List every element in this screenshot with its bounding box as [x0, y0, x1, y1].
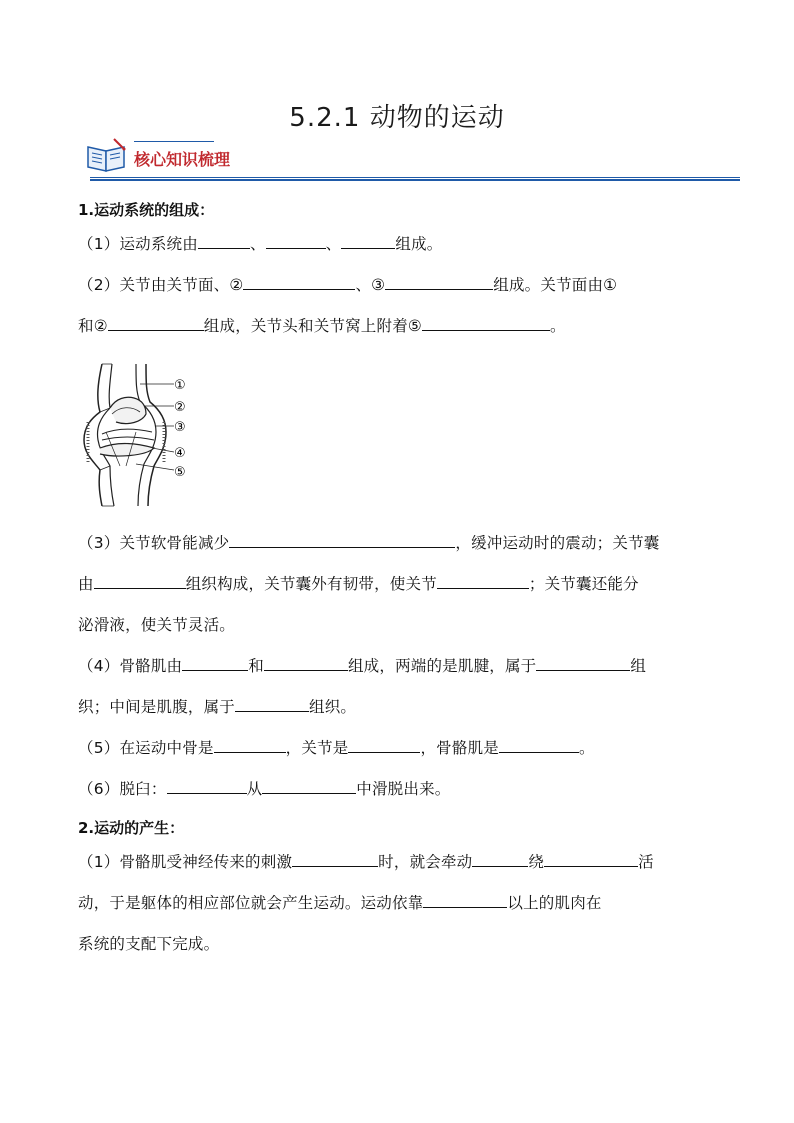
- answer-blank[interactable]: [214, 734, 286, 753]
- worksheet-content: [78, 196, 722, 965]
- section-header: [84, 133, 740, 181]
- answer-blank[interactable]: [235, 693, 309, 712]
- figure-label-3: ③: [174, 420, 186, 435]
- answer-blank[interactable]: [348, 734, 420, 753]
- header-rule: [90, 179, 740, 181]
- answer-blank[interactable]: [243, 271, 355, 290]
- answer-blank[interactable]: [423, 889, 507, 908]
- part2-heading: 2.运动的产生：: [78, 819, 185, 837]
- answer-blank[interactable]: [385, 271, 493, 290]
- answer-blank[interactable]: [198, 230, 250, 249]
- answer-blank[interactable]: [292, 848, 378, 867]
- answer-blank[interactable]: [108, 312, 204, 331]
- question-1-1: （1）运动系统由 、 、 组成。: [78, 224, 722, 265]
- figure-label-2: ②: [174, 400, 186, 415]
- question-2-1: （1）骨骼肌受神经传来的刺激 时，就会牵动 绕 活 动，于是躯体的相应部位就会产生运动。运动依靠 以上的肌肉在 系统的支配下完成。: [78, 842, 722, 965]
- answer-blank[interactable]: [182, 652, 248, 671]
- figure-label-1: ①: [174, 378, 186, 393]
- page-title: 5.2.1 动物的运动: [289, 103, 505, 133]
- section-label: 核心知识梳理: [134, 150, 231, 169]
- answer-blank[interactable]: [167, 775, 247, 794]
- answer-blank[interactable]: [229, 529, 455, 548]
- figure-label-4: ④: [174, 446, 186, 461]
- joint-diagram: [76, 362, 206, 508]
- question-1-4: （4）骨骼肌由 和 组成，两端的是肌腱，属于 组 织；中间是肌腹，属于 组织。: [78, 646, 722, 728]
- answer-blank[interactable]: [544, 848, 638, 867]
- answer-blank[interactable]: [536, 652, 630, 671]
- header-rule-thin: [90, 177, 740, 178]
- figure-label-5: ⑤: [174, 465, 186, 480]
- book-icon: [84, 137, 130, 173]
- answer-blank[interactable]: [499, 734, 579, 753]
- answer-blank[interactable]: [94, 570, 186, 589]
- answer-blank[interactable]: [437, 570, 529, 589]
- question-1-6: （6）脱臼： 从 中滑脱出来。: [78, 769, 722, 810]
- header-top-rule: [134, 141, 214, 142]
- answer-blank[interactable]: [341, 230, 395, 249]
- answer-blank[interactable]: [472, 848, 528, 867]
- answer-blank[interactable]: [422, 312, 550, 331]
- part1-heading: 1.运动系统的组成：: [78, 201, 215, 219]
- question-1-3: （3）关节软骨能减少 ，缓冲运动时的震动；关节囊 由 组织构成，关节囊外有韧带，使关节 ；关节囊还能分 泌滑液，使关节灵活。: [78, 523, 722, 646]
- question-1-5: （5）在运动中骨是 ，关节是 ，骨骼肌是 。: [78, 728, 722, 769]
- answer-blank[interactable]: [262, 775, 356, 794]
- question-1-2: （2）关节由关节面、② 、③ 组成。关节面由① 和② 组成，关节头和关节窝上附着⑤ 。: [78, 265, 722, 347]
- answer-blank[interactable]: [264, 652, 348, 671]
- answer-blank[interactable]: [266, 230, 326, 249]
